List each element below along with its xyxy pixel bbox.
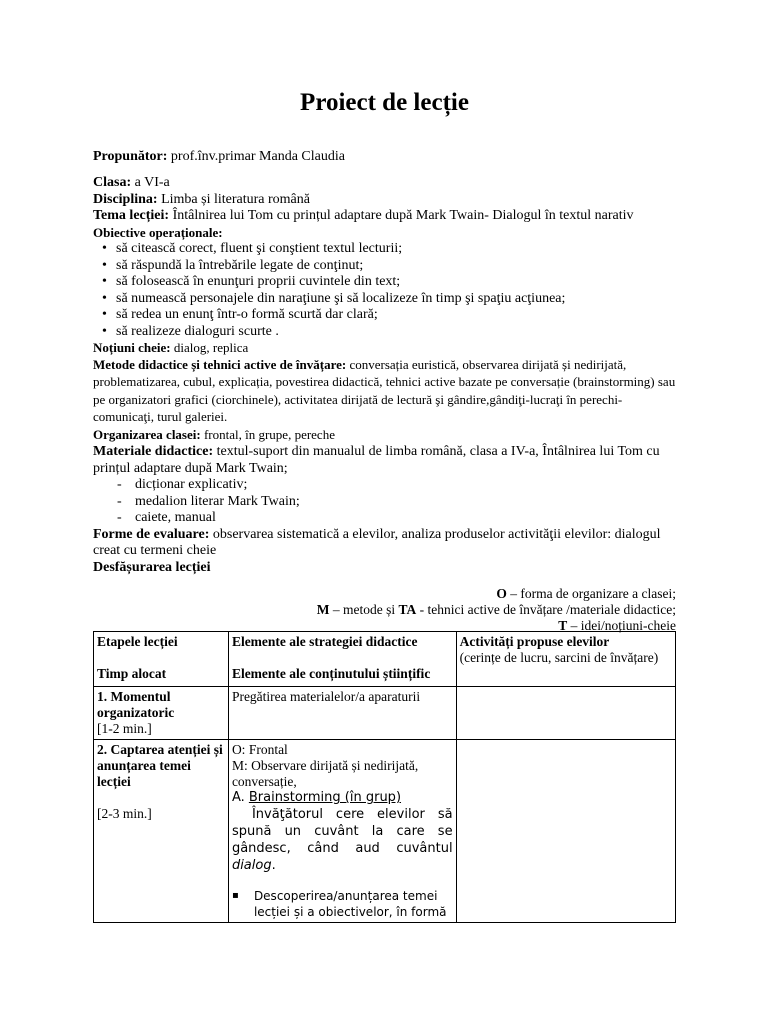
- legend-ta-key: TA: [398, 602, 417, 617]
- desfasurare-heading: Desfășurarea lecției: [93, 559, 211, 575]
- propunator-value: prof.înv.primar Manda Claudia: [167, 149, 345, 164]
- header-cell: [228, 632, 456, 687]
- header-continut: Elemente ale conținutului științific: [231, 666, 431, 681]
- organizarea-value: frontal, în grupe, pereche: [200, 426, 335, 442]
- notiuni-value: dialog, replica: [170, 340, 249, 355]
- table-row: [94, 687, 676, 740]
- propunator-label: Propunător:: [93, 149, 168, 164]
- organizarea-label: Organizarea clasei:: [93, 426, 201, 442]
- list-item: • să realizeze dialoguri scurte .: [93, 324, 676, 341]
- header-activitati: Activități propuse elevilor: [459, 634, 610, 649]
- tema-label: Tema lecției:: [93, 208, 170, 223]
- stage-title: 2. Captarea atenției și anunțarea temei lecției: [97, 742, 223, 789]
- list-item: - dicționar explicativ;: [93, 477, 676, 494]
- list-item: ▪ Descoperirea/anunțarea temei lecției și a obiectivelor, în formă: [232, 888, 453, 920]
- strategy-text: Pregătirea materialelor/a aparaturii: [231, 689, 421, 704]
- legend-ta-text: - tehnici active de învățare /materiale didactice;: [416, 602, 676, 617]
- header-cell: [94, 632, 229, 687]
- list-item: • să răspundă la întrebările legate de conţinut;: [93, 258, 676, 275]
- stage-time: [2-3 min.]: [97, 806, 152, 821]
- list-item: • să numească personajele din naraţiune şi să localizeze în timp şi spaţiu acţiunea;: [93, 291, 676, 308]
- stage-cell: [94, 687, 229, 740]
- instruction-word: dialog: [231, 858, 272, 873]
- legend-m-key: M: [316, 602, 330, 617]
- page-title: Proiect de lecție: [300, 89, 469, 116]
- stage-title: 1. Momentul organizatoric: [97, 689, 175, 720]
- activity-cell: [456, 687, 675, 740]
- activity-cell: [456, 740, 675, 923]
- stage-cell: [94, 740, 229, 923]
- brainstorm-prefix: A.: [231, 790, 249, 805]
- list-item: • să folosească în enunţuri proprii cuvintele din text;: [93, 274, 676, 291]
- obiective-list: [93, 241, 676, 340]
- evaluare-label: Forme de evaluare:: [93, 526, 210, 542]
- table-row: [94, 740, 676, 923]
- obiective-label: Obiective operaționale:: [93, 224, 223, 240]
- lesson-info: [93, 175, 676, 576]
- header-strategii: Elemente ale strategiei didactice: [231, 634, 418, 649]
- list-item: • să redea un enunţ într-o formă scurtă dar clară;: [93, 307, 676, 324]
- list-item: • să citească corect, fluent şi conştient textul lecturii;: [93, 241, 676, 258]
- propunator-line: [93, 149, 676, 166]
- evaluare-value: observarea sistematică a elevilor, analiza produselor activităţii elevilor: dialogul creat cu termeni cheie: [93, 526, 661, 558]
- materiale-value: textul-suport din manualul de limba română, clasa a IV-a, Întâlnirea lui Tom cu prințul adaptare după Mark Twain;: [93, 444, 660, 476]
- stage-time: [1-2 min.]: [97, 721, 152, 736]
- legend-t-key: T: [558, 618, 568, 633]
- legend: [93, 586, 676, 634]
- table-header-row: [94, 632, 676, 687]
- instruction-end: .: [271, 858, 276, 873]
- legend-m-text: – metode și: [329, 602, 399, 617]
- metode-label: Metode didactice și tehnici active de învățare:: [93, 356, 347, 372]
- list-item: - medalion literar Mark Twain;: [93, 494, 676, 511]
- instruction-part: Învăţătorul cere elevilor să spună un cuvânt la care se gândesc, când aud cuvântul: [231, 807, 453, 856]
- legend-o-text: – forma de organizare a clasei;: [506, 586, 676, 601]
- disciplina-label: Disciplina:: [93, 191, 158, 207]
- header-timp: Timp alocat: [97, 666, 167, 681]
- legend-o-key: O: [496, 586, 507, 601]
- lesson-table: [93, 631, 676, 923]
- materiale-label: Materiale didactice:: [93, 444, 214, 459]
- clasa-value: a VI-a: [131, 175, 170, 190]
- strategy-cell: [228, 740, 456, 923]
- legend-t-text: – idei/noțiuni-cheie: [567, 618, 676, 633]
- strategy-cell: [228, 687, 456, 740]
- disciplina-value: Limba și literatura română: [157, 191, 310, 207]
- header-cell: [456, 632, 675, 687]
- tema-value: Întâlnirea lui Tom cu prințul adaptare după Mark Twain- Dialogul în textul narativ: [169, 208, 634, 223]
- brainstorm-title: Brainstorming (în grup): [248, 790, 402, 805]
- list-item: - caiete, manual: [93, 510, 676, 527]
- header-etapele: Etapele lecției: [97, 634, 178, 649]
- header-cerinte: (cerințe de lucru, sarcini de învățare): [459, 650, 659, 665]
- metode-value: conversația euristică, observarea dirijată și nedirijată, problematizarea, cubul, explicația, povestirea didactică, tehnici active bazate pe conversație (brainstorming) sau pe organizatori grafici (ciorchinele), activitatea dirijată de lectură şi gândire,gândiţi-lucraţi în perechi-comunicaţi, turul galeriei.: [93, 356, 676, 424]
- metode-text: M: Observare dirijată și nedirijată, conversație,: [231, 758, 419, 789]
- instruction-text: [232, 806, 453, 874]
- brainstorm-line: [232, 790, 453, 806]
- clasa-label: Clasa:: [93, 175, 132, 190]
- materiale-list: [93, 477, 676, 527]
- notiuni-label: Noțiuni cheie:: [93, 340, 171, 355]
- organizare-text: O: Frontal: [231, 742, 288, 757]
